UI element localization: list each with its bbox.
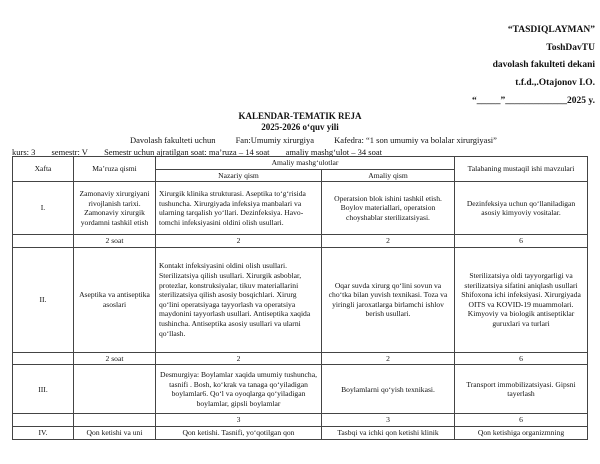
practice-cell: Operatsion blok ishini tashkil etish. Boylov materiallari, operatsion choyshablar sterilizatsiyasi. (322, 182, 455, 235)
hours-week-cell (13, 414, 74, 427)
hours-row (13, 414, 588, 427)
subject-label: Fan:Umumiy xirurgiya (235, 135, 315, 145)
lecture-hours-cell: 2 soat (74, 352, 156, 365)
hours-row (13, 235, 588, 248)
practice-cell: Boylamlarni qo‘yish texnikasi. (322, 365, 455, 414)
hours-week-cell (13, 352, 74, 365)
hours-week-cell (13, 235, 74, 248)
practice-hours-cell: 3 (322, 414, 455, 427)
independent-cell: Qon ketishiga organizmning (455, 426, 588, 439)
course-label: kurs: 3 (12, 147, 36, 157)
theory-hours-cell: 3 (156, 414, 322, 427)
week-cell: I. (13, 182, 74, 235)
document-title: KALENDAR-TEMATIK REJA (238, 111, 362, 121)
week-cell: III. (13, 365, 74, 414)
lecture-hours-cell (74, 414, 156, 427)
practice-hours-cell: 2 (322, 235, 455, 248)
document-heading (0, 111, 600, 133)
calendar-plan-table (12, 156, 588, 440)
table-row (13, 426, 588, 439)
week-cell: IV. (13, 426, 74, 439)
academic-year: 2025-2026 o‘quv yili (261, 122, 339, 132)
lecture-cell: Qon ketishi va uni (74, 426, 156, 439)
approval-line-5: “_____”_____________2025 y. (472, 95, 595, 106)
lecture-hours-cell: 2 soat (74, 235, 156, 248)
week-cell: II. (13, 247, 74, 352)
table-row (13, 365, 588, 414)
approval-line-1: “TASDIQLAYMAN” (507, 25, 595, 35)
independent-cell: Sterilizatsiya oldi tayyorgarligi va sterilizatsiya sifatini aniqlash usullari Shifoxona ichi infeksiyasi. Xirurgiyada OITS va KOVID-19 muammolari. Kimyoviy va biologik antiseptiklar guruxlari va turlari (455, 247, 588, 352)
allocated-hours-label: Semestr uchun ajratilgan soat: ma’ruza – 14 soat (104, 147, 270, 157)
column-header-week: Xafta (13, 157, 74, 182)
approval-line-2: ToshDavTU (546, 42, 595, 53)
practice-cell: Oqar suvda xirurg qo‘lini sovun va cho‘tka bilan yuvish texnikasi. Toza va yiringli jaroxatlarga birlamchi ishlov berish usullari. (322, 247, 455, 352)
approval-line-3: davolash fakulteti dekani (492, 60, 595, 71)
theory-cell: Xirurgik klinika strukturasi. Aseptika to‘g‘risida tushuncha. Xirurgiyada infeksiya manbalari va ularning tarqalish yo‘llari. Dezinfeksiya. Havo-tomchi infeksiyasini oldini olish usullari. (156, 182, 322, 235)
independent-cell: Dezinfeksiya uchun qo‘llaniladigan asosiy kimyoviy vositalar. (455, 182, 588, 235)
faculty-label: Davolash fakulteti uchun (130, 135, 216, 145)
approval-line-4: t.f.d.,.Otajonov I.O. (515, 78, 595, 89)
practical-hours-label: amaliy mashg‘ulot – 34 soat (285, 147, 382, 157)
table-row (13, 247, 588, 352)
theory-cell: Desmurgiya: Boylamlar xaqida umumiy tushuncha, tasnifi . Bosh, ko‘krak va tanaga qo‘yiladigan boylamlar6. Qo‘l va oyoqlarga qo‘yiladigan boylamlar, gipsli boylamlar (156, 365, 322, 414)
lecture-cell: Aseptika va antiseptika asoslari (74, 247, 156, 352)
independent-cell: Transport immobilizatsiyasi. Gipsni tayerlash (455, 365, 588, 414)
column-header-theory: Nazariy qism (156, 169, 322, 182)
practice-hours-cell: 2 (322, 352, 455, 365)
independent-hours-cell: 6 (455, 235, 588, 248)
lecture-cell: Zamonaviy xirurgiyani rivojlanish tarixi. Zamonaviy xirurgik yordamni tashkil etish (74, 182, 156, 235)
column-header-lecture: Ma’ruza qismi (74, 157, 156, 182)
theory-cell: Kontakt infeksiyasini oldini olish usullari. Sterilizatsiya qilish usullari. Xirurgik asboblar, protezlar, konstruksiyalar, tikuv materiallarini sterilizatsiya qilish asosiy bosqichlari. Xirurg qo‘lini operatsiyaga tayyorlash va operatsiya maydonini tayyorlash usullari. Antiseptika xaqida tushincha. Antiseptika asosiy usullari va ularni qo‘llash. (156, 247, 322, 352)
theory-hours-cell: 2 (156, 352, 322, 365)
course-info-line-1 (130, 135, 600, 145)
approval-block (455, 26, 595, 114)
theory-cell: Qon ketishi. Tasnifi, yo‘qotilgan qon (156, 426, 322, 439)
lecture-cell (74, 365, 156, 414)
semester-label: semestr: V (51, 147, 88, 157)
column-header-independent: Talabaning mustaqil ishi mavzulari (455, 157, 588, 182)
hours-row (13, 352, 588, 365)
department-label: Kafedra: “1 son umumiy va bolalar xirurgiyasi” (334, 135, 497, 145)
column-header-practical-group: Amaliy mashg‘ulotlar (156, 157, 455, 170)
practice-cell: Tasbqi va ichki qon ketishi klinik (322, 426, 455, 439)
table-row (13, 182, 588, 235)
theory-hours-cell: 2 (156, 235, 322, 248)
column-header-practice: Amaliy qism (322, 169, 455, 182)
independent-hours-cell: 6 (455, 414, 588, 427)
independent-hours-cell: 6 (455, 352, 588, 365)
